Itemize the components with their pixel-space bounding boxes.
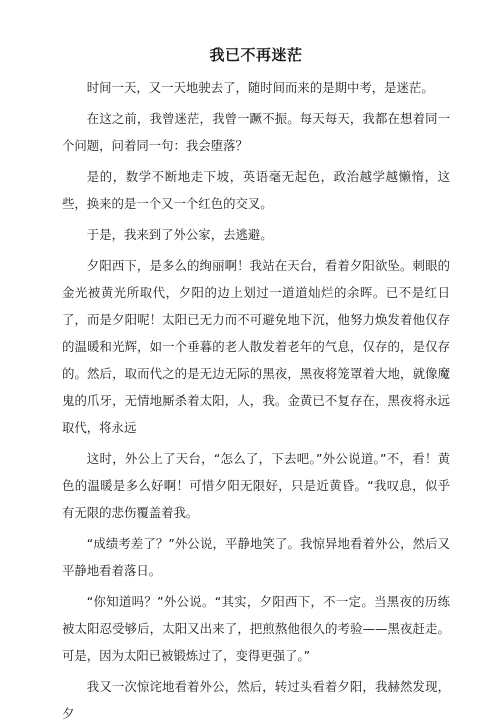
paragraph-5: 夕阳西下，是多么的绚丽啊！我站在天台，看着夕阳欲坠。刺眼的金光被黄光所取代，夕阳的边上划过一道道灿烂的余晖。已不是红日了，而是夕阳呢！太阳已无力而不可避免地下沉，他努力焕发着他仅存的温暖和光辉，如一个垂暮的老人散发着老年的气息，仅存的，是仅存的。然后，取而代之的是无边无际的黑夜，黑夜将笼罩着大地，就像魔鬼的爪牙，无情地厮杀着太阳，人，我。金黄已不复存在，黑夜将永远取代，将永远	[62, 258, 450, 435]
paragraph-6: 这时，外公上了天台，“怎么了，下去吧。”外公说道。”不，看！黄色的温暖是多么好啊！可惜夕阳无限好，只是近黄昏。“我叹息，似乎有无限的悲伤覆盖着我。	[62, 451, 450, 520]
paragraph-1: 时间一天，又一天地驶去了，随时间而来的是期中考，是迷茫。	[86, 80, 434, 95]
paragraph-8: “你知道吗？”外公说。“其实，夕阳西下，不一定。当黑夜的历练被太阳忍受够后，太阳又出来了，把煎熬他很久的考验——黑夜赶走。可是，因为太阳已被锻炼过了，变得更强了。”	[62, 594, 450, 663]
paragraph-2: 在这之前，我曾迷茫，我曾一蹶不振。每天每天，我都在想着同一个问题，问着同一句：我会堕落？	[62, 111, 450, 153]
document-title: 我已不再迷茫	[209, 46, 303, 64]
paragraph-7: “成绩考差了？”外公说，平静地笑了。我惊异地看着外公，然后又平静地看着落日。	[62, 536, 450, 578]
paragraph-4: 于是，我来到了外公家，去逃避。	[86, 227, 273, 242]
paragraph-3: 是的，数学不断地走下坡，英语毫无起色，政治越学越懒惰，这些，换来的是一个又一个红色的交叉。	[62, 169, 450, 211]
paragraph-9: 我又一次惊诧地看着外公，然后，转过头看着夕阳，我赫然发现，夕	[62, 679, 450, 721]
